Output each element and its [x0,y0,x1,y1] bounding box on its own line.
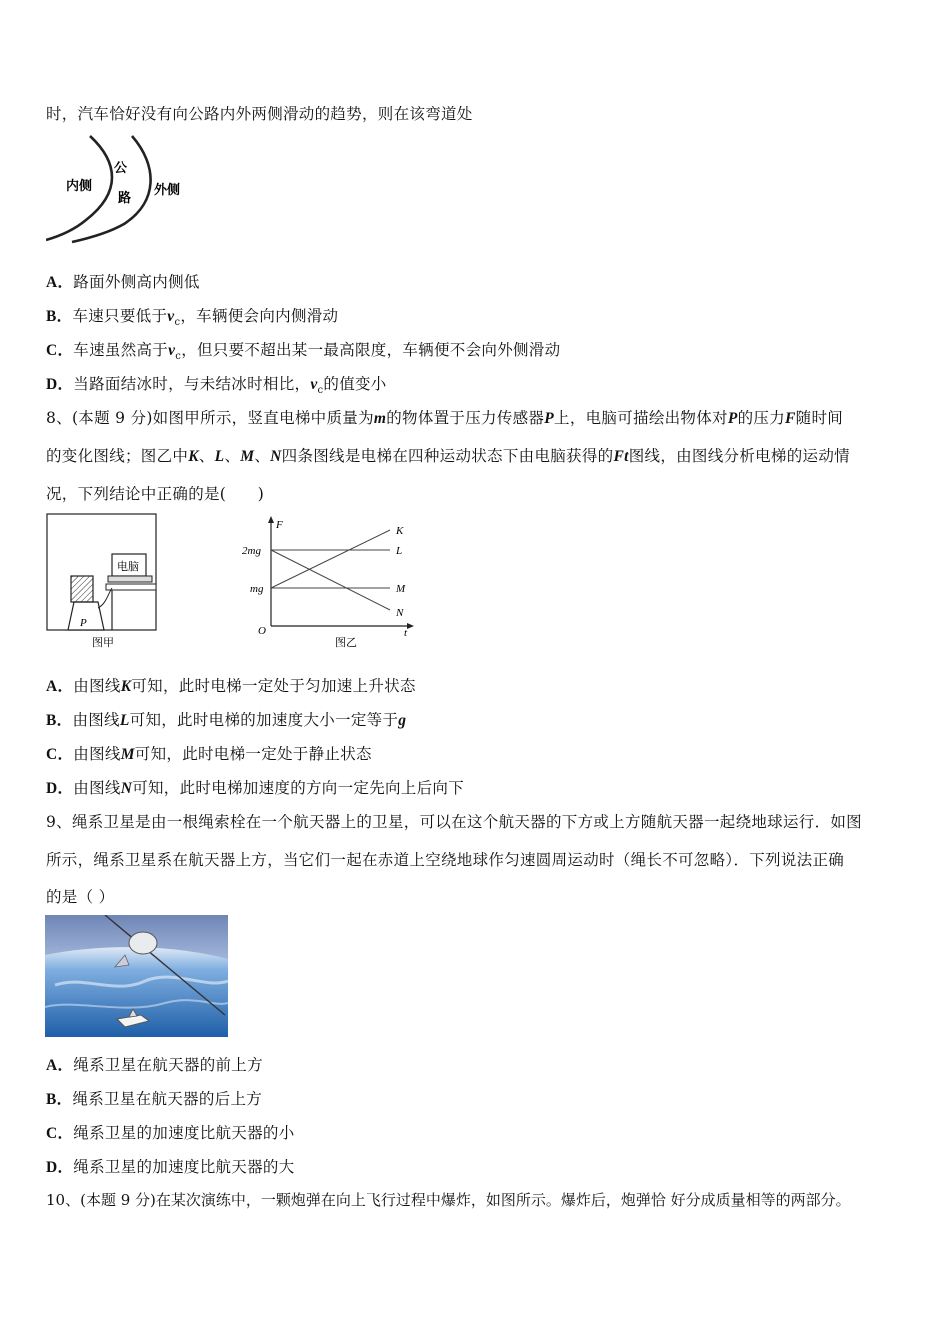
elevator-figure [46,512,161,652]
q9-option-d: D．绳系卫星的加速度比航天器的大 [46,1158,295,1176]
q9-option-b: B．绳系卫星在航天器的后上方 [46,1090,263,1108]
q7-stem-tail: 时，汽车恰好没有向公路内外两侧滑动的趋势，则在该弯道处 [46,105,473,123]
origin-label: O [258,625,266,637]
force-time-graph [238,512,418,652]
q9-stem-line-2: 所示，绳系卫星系在航天器上方，当它们一起在赤道上空绕地球作匀速圆周运动时（绳长不可忽略）．下列说法正确 [46,851,845,869]
computer-label: 电脑 [117,561,139,573]
object-block [71,576,93,602]
road-label-1: 公 [114,160,128,175]
q8-option-b: B．由图线L可知，此时电梯的加速度大小一定等于g [46,711,407,729]
figure-b-caption: 图乙 [335,637,357,649]
q8-stem-line-3: 况，下列结论中正确的是( ) [46,485,265,503]
desk [106,584,156,590]
q9-stem-line-1: 9、绳系卫星是由一根绳索栓在一个航天器上的卫星，可以在这个航天器的下方或上方随航天器一起绕地球运行．如图 [46,813,862,831]
sensor-cable [98,588,112,608]
q8-option-a: A．由图线K可知，此时电梯一定处于匀加速上升状态 [46,677,416,695]
line-N-label: N [396,607,404,619]
q7-option-d: D．当路面结冰时，与未结冰时相比，$v_c$的值变小 [46,375,387,397]
x-axis-label: t [404,627,408,639]
road-label-2: 路 [118,190,132,205]
curved-road-figure [46,132,206,250]
q10-stem-line-1: 10、(本题 9 分)在某次演练中，一颗炮弹在向上飞行过程中爆炸，如图所示。爆炸后，炮弹恰 好分成质量相等的两部分。 [46,1191,851,1209]
line-K-label: K [396,525,404,537]
computer-base [108,576,152,582]
q7-option-c: C．车速虽然高于$v_c$，但只要不超出某一最高限度，车辆便不会向外侧滑动 [46,341,561,363]
q8-option-d: D．由图线N可知，此时电梯加速度的方向一定先向上后向下 [46,779,465,797]
q9-stem-line-3: 的是（ ） [46,888,115,906]
sensor-label: P [80,617,87,629]
q8-stem-line-2: 的变化图线；图乙中K、L、M、N四条图线是电梯在四种运动状态下由电脑获得的Ft图线，由图线分析电梯的运动情 [46,447,850,465]
q7-option-a: A．路面外侧高内侧低 [46,273,200,291]
satellite [129,932,157,954]
tick-mg: mg [250,583,264,595]
outer-side-label: 外侧 [154,182,181,197]
q9-option-a: A．绳系卫星在航天器的前上方 [46,1056,263,1074]
q9-option-c: C．绳系卫星的加速度比航天器的小 [46,1124,295,1142]
line-M-label: M [396,583,406,595]
tick-2mg: 2mg [242,545,261,557]
inner-side-label: 内侧 [66,178,93,193]
q7-option-b: B．车速只要低于$v_c$，车辆便会向内侧滑动 [46,307,339,329]
q8-stem-line-1: 8、(本题 9 分)如图甲所示，竖直电梯中质量为m的物体置于压力传感器P上，电脑可描绘出物体对P的压力F随时间 [46,409,844,427]
tethered-satellite-photo [45,915,228,1037]
y-axis-label: F [276,519,283,531]
q8-option-c: C．由图线M可知，此时电梯一定处于静止状态 [46,745,372,763]
line-L-label: L [396,545,403,557]
figure-a-caption: 图甲 [92,637,114,649]
